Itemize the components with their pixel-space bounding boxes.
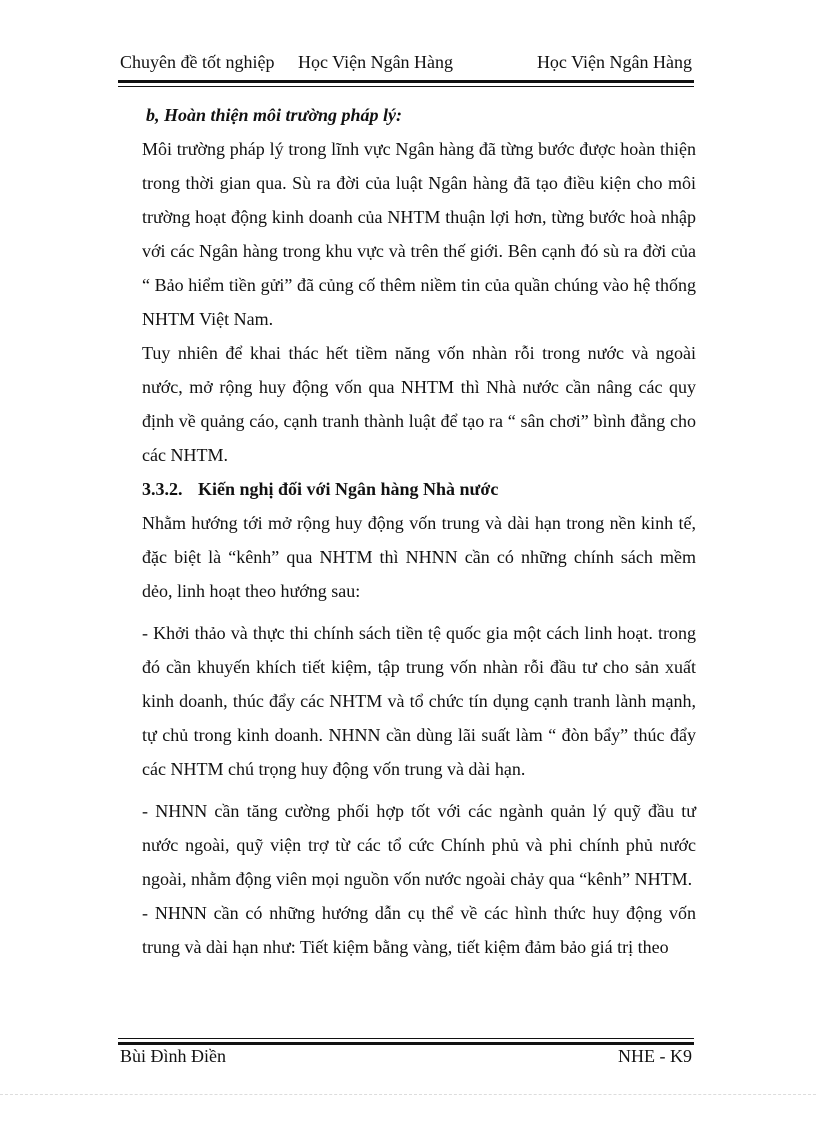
header-document-type: Chuyên đề tốt nghiệp bbox=[120, 52, 275, 72]
list-item-monetary-policy: - Khởi thảo và thực thi chính sách tiền tệ quốc gia một cách linh hoạt. trong đó cần khuyến khích tiết kiệm, tập trung vốn nhàn rỗi đầu tư cho sản xuất kinh doanh, thúc đẩy các NHTM và tổ chức tín dụng cạnh tranh lành mạnh, tự chủ trong kinh doanh. NHNN cần dùng lãi suất làm “ đòn bẩy” thúc đẩy các NHTM chú trọng huy động vốn trung và dài hạn. bbox=[142, 623, 696, 779]
list-item-guidance: - NHNN cần có những hướng dẫn cụ thể về các hình thức huy động vốn trung và dài hạn như: Tiết kiệm bằng vàng, tiết kiệm đảm bảo giá trị theo bbox=[142, 903, 696, 957]
paragraph-legal-environment: Môi trường pháp lý trong lĩnh vực Ngân hàng đã từng bước được hoàn thiện trong thời gian qua. Sù ra đời của luật Ngân hàng đã tạo điều kiện cho môi trường hoạt động kinh doanh của NHTM thuận lợi hơn, từng bước hoà nhập với các Ngân hàng trong khu vực và trên thế giới. Bên cạnh đó sù ra đời của “ Bảo hiểm tiền gửi” đã củng cố thêm niềm tin của quần chúng vào hệ thống NHTM Việt Nam. bbox=[142, 139, 696, 329]
footer-class: NHE - K9 bbox=[618, 1046, 692, 1066]
page-header bbox=[118, 52, 694, 78]
header-institution-right: Học Viện Ngân Hàng bbox=[536, 52, 692, 72]
section-heading bbox=[142, 472, 696, 506]
page-body bbox=[142, 98, 696, 964]
subheading: b, Hoàn thiện môi trường pháp lý: bbox=[146, 105, 402, 125]
section-title: Kiến nghị đối với Ngân hàng Nhà nước bbox=[198, 479, 499, 499]
footer-rule bbox=[118, 1038, 694, 1045]
section-number: 3.3.2. bbox=[142, 479, 183, 499]
header-rule bbox=[118, 80, 694, 87]
list-item-coordination: - NHNN cần tăng cường phối hợp tốt với các ngành quản lý quỹ đầu tư nước ngoài, quỹ viện trợ từ các tổ cức Chính phủ và phi chính phủ nước ngoài, nhằm động viên mọi nguồn vốn nước ngoài chảy qua “kênh” NHTM. bbox=[142, 801, 696, 889]
paragraph-however: Tuy nhiên để khai thác hết tiềm năng vốn nhàn rỗi trong nước và ngoài nước, mở rộng huy động vốn qua NHTM thì Nhà nước cần nâng các quy định về quảng cáo, cạnh tranh thành luật để tạo ra “ sân chơi” bình đẳng cho các NHTM. bbox=[142, 343, 696, 465]
paragraph-intro: Nhằm hướng tới mở rộng huy động vốn trung và dài hạn trong nền kinh tế, đặc biệt là “kênh” qua NHTM thì NHNN cần có những chính sách mềm dẻo, linh hoạt theo hướng sau: bbox=[142, 513, 696, 601]
page-footer bbox=[118, 1046, 694, 1070]
page-break-line bbox=[0, 1094, 816, 1095]
header-institution: Học Viện Ngân Hàng bbox=[298, 52, 454, 72]
footer-author: Bùi Đình Điền bbox=[120, 1046, 226, 1066]
